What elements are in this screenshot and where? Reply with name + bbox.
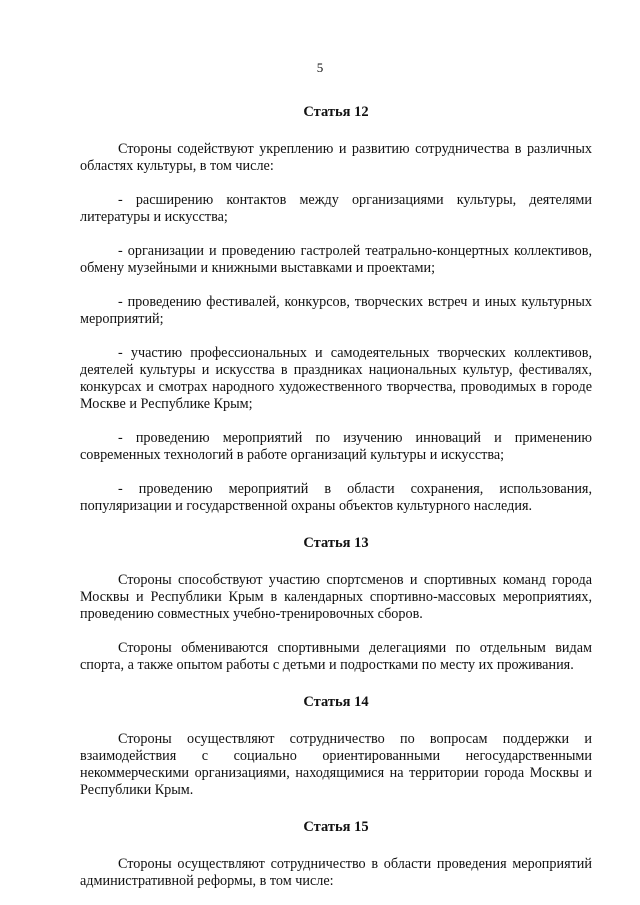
article-14-heading: Статья 14 xyxy=(303,694,369,710)
article-12-heading: Статья 12 xyxy=(303,104,369,120)
article-13-heading: Статья 13 xyxy=(303,535,369,551)
article-13-paragraph-1: Стороны способствуют участию спортсменов и спортивных команд города Москвы и Республики Крым в календарных спортивно-массовых мероприятиях, проведению совместных учебно-тренировочных сборов. xyxy=(80,572,592,622)
article-12-item-1: - расширению контактов между организациями культуры, деятелями литературы и искусства; xyxy=(80,192,592,225)
article-13-paragraph-2: Стороны обмениваются спортивными делегациями по отдельным видам спорта, а также опытом работы с детьми и подростками по месту их проживания. xyxy=(80,640,592,673)
article-12-item-3: - проведению фестивалей, конкурсов, творческих встреч и иных культурных мероприятий; xyxy=(80,294,592,327)
article-12-item-6: - проведению мероприятий в области сохранения, использования, популяризации и государственной охраны объектов культурного наследия. xyxy=(80,481,592,514)
article-12 xyxy=(80,104,592,515)
article-15-intro: Стороны осуществляют сотрудничество в области проведения мероприятий административной реформы, в том числе: xyxy=(80,856,592,889)
article-12-item-4: - участию профессиональных и самодеятельных творческих коллективов, деятелей культуры и искусства в праздниках национальных культур, фестивалях, конкурсах и смотрах народного художественного творчества, проводимых в городе Москве и Республике Крым; xyxy=(80,345,592,412)
article-12-intro: Стороны содействуют укреплению и развитию сотрудничества в различных областях культуры, в том числе: xyxy=(80,141,592,174)
article-15-heading: Статья 15 xyxy=(303,819,369,835)
document-body xyxy=(80,104,592,890)
article-12-item-5: - проведению мероприятий по изучению инноваций и применению современных технологий в работе организаций культуры и искусства; xyxy=(80,430,592,463)
article-14-paragraph-1: Стороны осуществляют сотрудничество по вопросам поддержки и взаимодействия с социально ориентированными негосударственными некоммерческими организациями, находящимися на территории города Москвы и Республики Крым. xyxy=(80,731,592,798)
page-number: 5 xyxy=(316,60,324,75)
article-15 xyxy=(80,819,592,890)
article-13 xyxy=(80,535,592,674)
article-12-item-2: - организации и проведению гастролей театрально-концертных коллективов, обмену музейными и книжными выставками и проектами; xyxy=(80,243,592,276)
article-14 xyxy=(80,694,592,799)
